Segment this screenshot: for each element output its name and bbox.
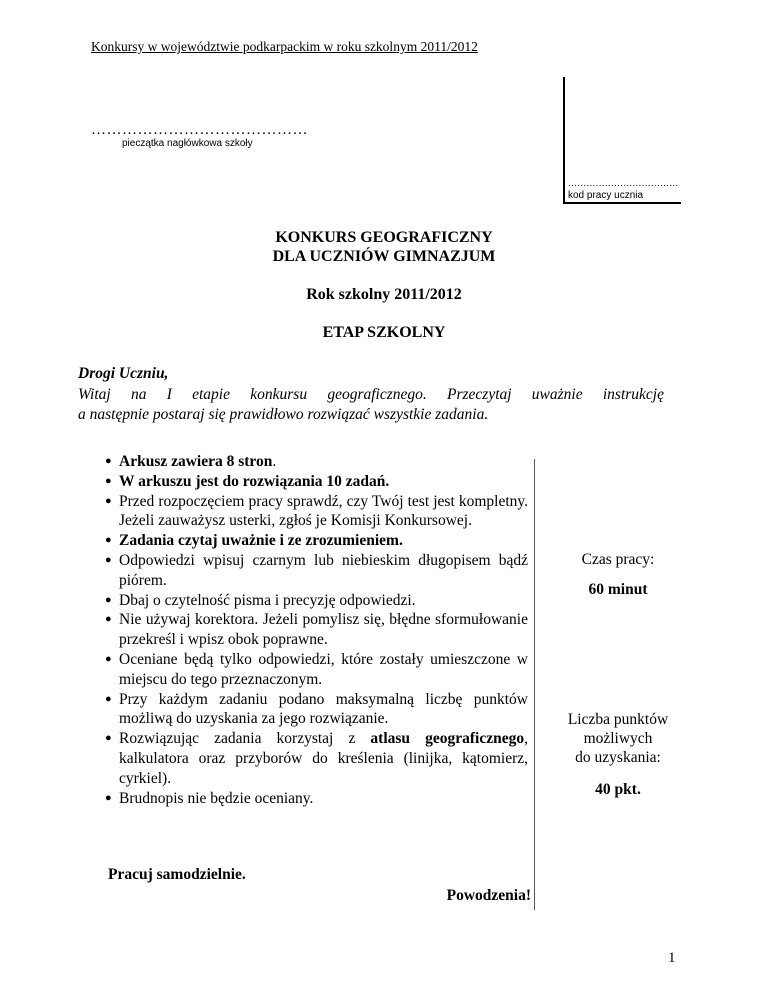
instruction-bold-text: atlasu geograficznego xyxy=(370,730,525,748)
instruction-text-end: , kalkulatora oraz przyborów do kreślenia (linijka, kątomierz, cyrkiel). xyxy=(119,730,528,787)
time-label: Czas pracy: xyxy=(581,551,655,568)
work-alone-note: Pracuj samodzielnie. xyxy=(108,866,246,883)
intro-paragraph xyxy=(78,385,664,425)
time-value: 60 minut xyxy=(588,581,648,598)
page-number: 1 xyxy=(668,950,676,966)
instruction-item xyxy=(105,789,528,809)
stamp-label: pieczątka nagłówkowa szkoły xyxy=(122,138,253,149)
instruction-bold-text: W arkuszu jest do rozwiązania 10 zadań. xyxy=(119,472,390,490)
bullet-icon: ● xyxy=(105,494,112,507)
points-label-line-2: możliwych xyxy=(583,730,653,747)
stamp-dotted-line: …………………………………… xyxy=(91,122,308,138)
instruction-text: Nie używaj korektora. Jeżeli pomylisz się, błędne sformułowanie przekreśl i wpisz obok poprawne. xyxy=(119,611,528,649)
points-label xyxy=(536,710,700,767)
code-label: kod pracy ucznia xyxy=(568,190,644,201)
intro-line-2: a następnie postaraj się prawidłowo rozwiązać wszystkie zadania. xyxy=(78,406,489,423)
bullet-icon: ● xyxy=(105,474,112,487)
bullet-icon: ● xyxy=(105,613,112,626)
instruction-item xyxy=(105,472,528,492)
school-year: Rok szkolny 2011/2012 xyxy=(306,286,462,303)
instruction-item xyxy=(105,591,528,611)
points-label-line-3: do uzyskania: xyxy=(575,749,661,766)
code-box-vertical-border xyxy=(563,77,565,204)
bullet-icon: ● xyxy=(105,692,112,705)
instruction-item xyxy=(105,650,528,690)
instruction-text: Brudnopis nie będzie oceniany. xyxy=(119,789,314,807)
instruction-text: Przed rozpoczęciem pracy sprawdź, czy Twój test jest kompletny. Jeżeli zauważysz usterki, zgłoś je Komisji Konkursowej. xyxy=(119,492,528,530)
competition-header: Konkursy w województwie podkarpackim w roku szkolnym 2011/2012 xyxy=(91,39,478,54)
instruction-text: Odpowiedzi wpisuj czarnym lub niebieskim długopisem bądź piórem. xyxy=(119,551,528,589)
instruction-item xyxy=(105,610,528,650)
instruction-item xyxy=(105,492,528,532)
instruction-item xyxy=(105,690,528,730)
bullet-icon: ● xyxy=(105,652,112,665)
bullet-icon: ● xyxy=(105,791,112,804)
title-line-1: KONKURS GEOGRAFICZNY xyxy=(275,229,493,246)
instruction-item xyxy=(105,551,528,591)
code-box-bottom-border xyxy=(563,202,681,204)
instruction-bold-text: Zadania czytaj uważnie i ze zrozumieniem. xyxy=(119,532,403,550)
greeting: Drogi Uczniu, xyxy=(78,365,169,382)
instruction-text: Dbaj o czytelność pisma i precyzję odpowiedzi. xyxy=(119,591,416,609)
bullet-icon: ● xyxy=(105,455,112,467)
instruction-text: Przy każdym zadaniu podano maksymalną liczbę punktów możliwą do uzyskania za jego rozwiązanie. xyxy=(119,690,528,728)
bullet-icon: ● xyxy=(105,534,112,547)
bullet-icon: ● xyxy=(105,593,112,606)
column-divider xyxy=(534,459,535,910)
title-line-2: DLA UCZNIÓW GIMNAZJUM xyxy=(272,248,496,265)
instruction-item xyxy=(105,452,528,472)
instruction-item xyxy=(105,729,528,788)
instruction-text: Rozwiązując zadania korzystaj z xyxy=(119,730,371,748)
instruction-item xyxy=(105,531,528,551)
points-label-line-1: Liczba punktów xyxy=(567,711,669,728)
bullet-icon: ● xyxy=(105,553,112,566)
instruction-bold-text: Arkusz zawiera 8 stron xyxy=(119,453,273,470)
instruction-text: Oceniane będą tylko odpowiedzi, które zostały umieszczone w miejscu do tego przeznaczonym. xyxy=(119,650,528,688)
instructions-list xyxy=(105,452,528,808)
instruction-text-end: . xyxy=(272,453,277,470)
good-luck-note: Powodzenia! xyxy=(446,887,531,904)
bullet-icon: ● xyxy=(105,732,112,745)
stage-title: ETAP SZKOLNY xyxy=(322,324,446,341)
code-dotted-line: ……………………………… xyxy=(568,178,679,188)
points-value: 40 pkt. xyxy=(595,781,641,798)
intro-line-1: Witaj na I etapie konkursu geograficznego. Przeczytaj uważnie instrukcję xyxy=(78,386,664,403)
